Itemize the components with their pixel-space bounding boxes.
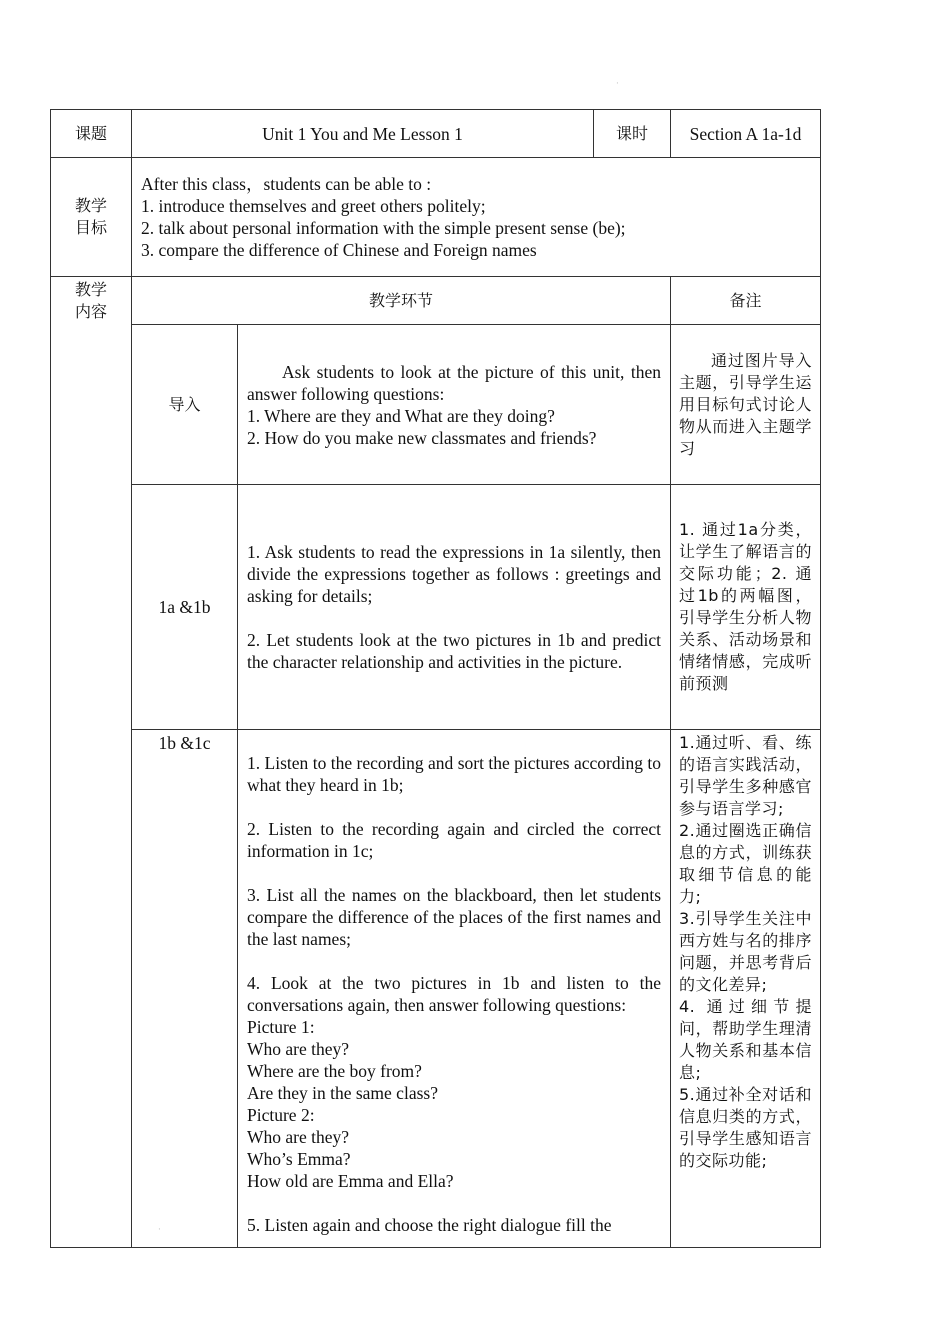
note-cell: 1. 通过1a分类，让学生了解语言的交际功能；2. 通过1b的两幅图，引导学生分析人物关系、活动场景和情绪情感，完成听前预测: [671, 485, 821, 730]
step-paragraph: 1. Ask students to read the expressions in 1a silently, then divide the expressions together as follows : greetings and asking for details;: [247, 542, 661, 606]
step-line: Picture 1:: [247, 1017, 315, 1037]
note-item: 3.引导学生关注中西方姓与名的排序问题，并思考背后的文化差异;: [679, 909, 812, 994]
objectives-label: [51, 158, 132, 277]
content-row-1a-1b: [51, 485, 821, 730]
period-label: 课时: [594, 110, 671, 158]
step-line: Who are they?: [247, 1039, 350, 1059]
note-item: 4. 通过细节提问，帮助学生理清人物关系和基本信息;: [679, 997, 812, 1082]
step-line: Ask students to look at the picture of this unit, then answer following questions:: [247, 361, 661, 404]
note-item: 2.通过圈选正确信息的方式，训练获取细节信息的能力;: [679, 821, 812, 906]
step-cell: [238, 325, 671, 485]
step-cell: [238, 730, 671, 1248]
stage-cell: [132, 730, 238, 1248]
content-header-row: [51, 277, 821, 325]
content-label: [51, 277, 132, 1248]
objective-line: 1. introduce themselves and greet others politely;: [141, 196, 486, 216]
objective-line: After this class，students can be able to :: [141, 174, 432, 194]
step-line: Who’s Emma?: [247, 1149, 351, 1169]
note-item: 5.通过补全对话和信息归类的方式，引导学生感知语言的交际功能;: [679, 1085, 812, 1170]
step-line: Where are the boy from?: [247, 1061, 422, 1081]
content-row-lead-in: [51, 325, 821, 485]
step-paragraph: 4. Look at the two pictures in 1b and listen to the conversations again, then answer following questions:: [247, 973, 661, 1015]
objectives-text: [132, 158, 821, 277]
step-paragraph: 3. List all the names on the blackboard, then let students compare the difference of the places of the first names and the last names;: [247, 885, 661, 949]
step-line: Who are they?: [247, 1127, 350, 1147]
note-cell: 通过图片导入主题，引导学生运用目标句式讨论人物从而进入主题学习: [671, 325, 821, 485]
step-line: 1. Where are they and What are they doing?: [247, 405, 555, 426]
objectives-row: [51, 158, 821, 277]
step-paragraph: 5. Listen again and choose the right dialogue fill the: [247, 1215, 612, 1235]
objective-line: 2. talk about personal information with the simple present sense (be);: [141, 218, 626, 238]
objectives-label-line2: 目标: [74, 218, 107, 237]
topic-value: Unit 1 You and Me Lesson 1: [132, 110, 594, 158]
objective-line: 3. compare the difference of Chinese and Foreign names: [141, 240, 537, 260]
step-line: 2. How do you make new classmates and friends?: [247, 427, 597, 448]
step-line: How old are Emma and Ella?: [247, 1171, 454, 1191]
step-header: 教学环节: [132, 277, 671, 325]
content-label-line2: 内容: [74, 302, 107, 321]
page-mark-bottom: ˌ: [158, 1222, 161, 1230]
note-cell: [671, 730, 821, 1248]
lesson-plan-table: [50, 109, 821, 1248]
notes-header: 备注: [671, 277, 821, 325]
page-mark-top: ˌ: [616, 76, 619, 84]
content-label-line1: 教学: [74, 280, 107, 299]
step-cell: [238, 485, 671, 730]
stage-cell: 1a &1b: [132, 485, 238, 730]
step-paragraph: 2. Listen to the recording again and circled the correct information in 1c;: [247, 819, 661, 861]
objectives-label-line1: 教学: [74, 196, 107, 215]
content-row-1b-1c: [51, 730, 821, 1248]
topic-label: 课题: [51, 110, 132, 158]
stage-label: 1b &1c: [158, 733, 211, 753]
step-line: Are they in the same class?: [247, 1083, 438, 1103]
period-value: Section A 1a-1d: [671, 110, 821, 158]
step-paragraph: 1. Listen to the recording and sort the pictures according to what they heard in 1b;: [247, 753, 661, 795]
stage-cell: 导入: [132, 325, 238, 485]
step-line: Picture 2:: [247, 1105, 315, 1125]
step-paragraph: 2. Let students look at the two pictures in 1b and predict the character relationship and activities in the picture.: [247, 630, 661, 672]
note-item: 1.通过听、看、练的语言实践活动，引导学生多种感官参与语言学习;: [679, 733, 812, 818]
header-row: [51, 110, 821, 158]
